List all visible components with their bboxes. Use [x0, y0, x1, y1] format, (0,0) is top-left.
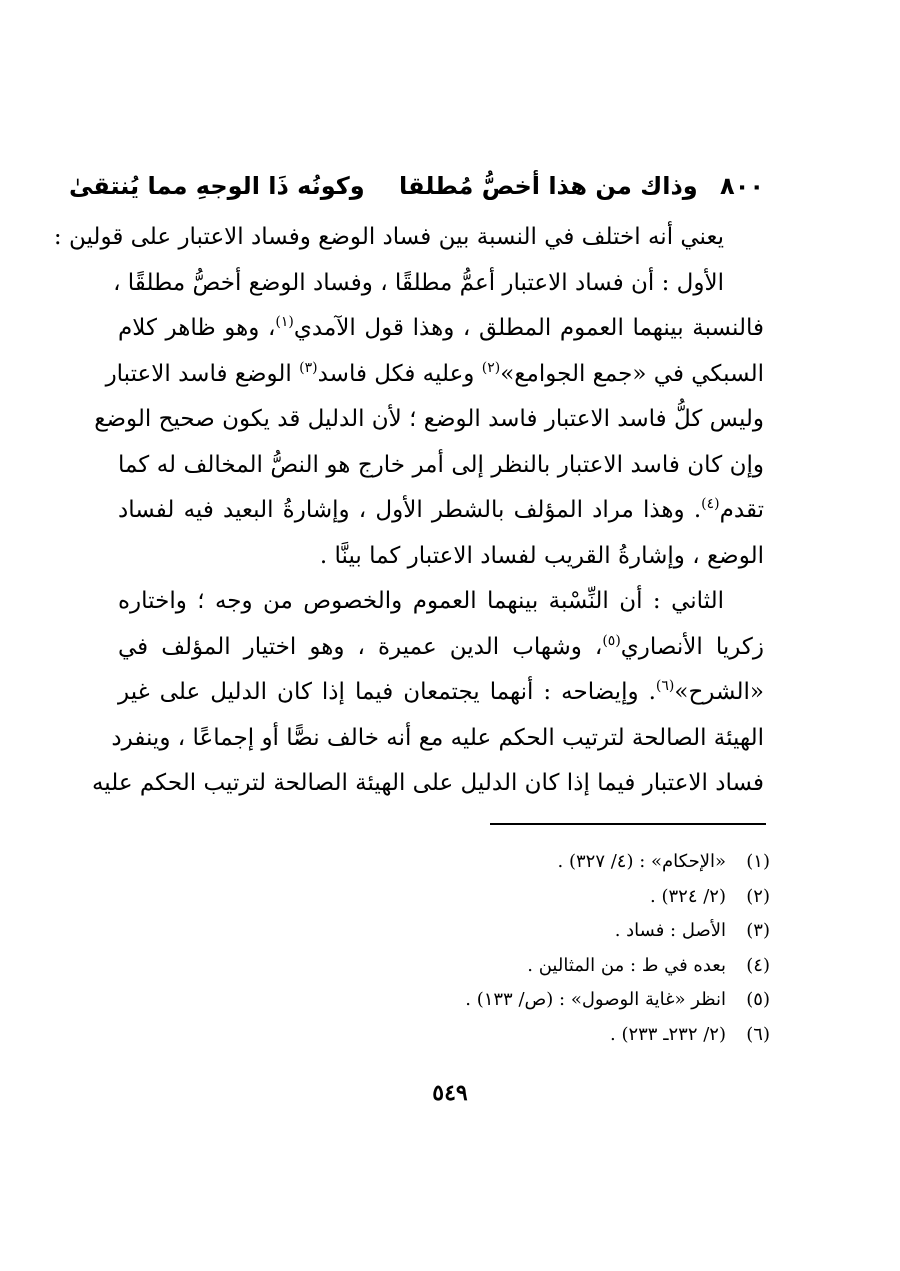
- footnote-marker[interactable]: (١): [275, 314, 294, 330]
- line-text: يعني أنه اختلف في النسبة بين فساد الوضع وفساد الاعتبار على قولين :: [53, 224, 724, 250]
- commentary-line: [118, 670, 764, 716]
- commentary-line: [94, 397, 764, 443]
- footnote-marker[interactable]: (٥): [602, 632, 621, 649]
- footnote-number: (٣): [746, 920, 770, 941]
- line-text: «الشرح»: [674, 679, 764, 705]
- footnote-text: (٢/ ٣٢٤) .: [650, 885, 726, 907]
- footnote-text: (٢/ ٢٣٢ـ ٢٣٣) .: [610, 1023, 726, 1045]
- footnote-number: (٢): [746, 885, 770, 907]
- line-text: . وهذا مراد المؤلف بالشطر الأول ، وإشارةُ البعيد فيه لفساد: [118, 497, 702, 523]
- line-text: السبكي في «جمع الجوامع»: [500, 360, 764, 387]
- verse-line: [68, 166, 764, 206]
- footnote-marker[interactable]: (٤): [701, 496, 720, 512]
- verse-number: ٨٠٠: [720, 172, 764, 200]
- line-text: . وإيضاحه : أنهما يجتمعان فيما إذا كان الدليل على غير: [118, 679, 656, 705]
- line-text: تقدم: [719, 497, 764, 523]
- commentary-line: [105, 352, 764, 398]
- commentary-line: [111, 716, 764, 762]
- line-text: الأول : أن فساد الاعتبار أعمُّ مطلقًا ، وفساد الوضع أخصُّ مطلقًا ،: [113, 269, 724, 296]
- commentary-line: [118, 625, 764, 671]
- footnote-number: (٦): [746, 1023, 770, 1045]
- verse-second-hemistich: وكونُه ذَا الوجهِ مما يُنتقىٰ: [68, 172, 365, 200]
- footnote-separator: [490, 823, 766, 825]
- line-text: وعليه فكل فاسد: [317, 360, 482, 387]
- footnote-marker[interactable]: (٦): [655, 678, 675, 694]
- footnote-item: [300, 880, 770, 915]
- footnote-marker[interactable]: (٢): [481, 359, 501, 376]
- verse-first-hemistich: وذاك من هذا أخصُّ مُطلقا: [399, 172, 698, 200]
- line-text: الوضع ، وإشارةُ القريب لفساد الاعتبار كما بينَّا .: [319, 542, 764, 569]
- footnote-number: (٥): [746, 989, 770, 1010]
- footnotes: [300, 845, 770, 1052]
- footnote-text: الأصل : فساد .: [614, 920, 726, 941]
- footnote-text: «الإحكام» : (٤/ ٣٢٧) .: [557, 851, 726, 872]
- footnote-text: انظر «غاية الوصول» : (ص/ ١٣٣) .: [465, 989, 726, 1010]
- footnote-item: [300, 845, 770, 880]
- page-number: ٥٤٩: [432, 1080, 468, 1106]
- line-text: الثاني : أن النِّسْبة بينهما العموم والخصوص من وجه ؛ واختاره: [118, 588, 724, 614]
- commentary-line: [113, 261, 764, 307]
- line-text: زكريا الأنصاري: [620, 633, 764, 660]
- commentary-line: [91, 761, 764, 807]
- line-text: فالنسبة بينهما العموم المطلق ، وهذا قول الآمدي: [293, 315, 764, 341]
- commentary-line: [118, 488, 764, 534]
- footnote-item: [300, 983, 770, 1018]
- line-text: فساد الاعتبار فيما إذا كان الدليل على الهيئة الصالحة لترتيب الحكم عليه: [91, 770, 764, 796]
- commentary-line: [118, 306, 764, 352]
- footnote-marker[interactable]: (٣): [299, 359, 318, 376]
- footnote-item: [300, 914, 770, 949]
- footnote-text: بعده في ط : من المثالين .: [527, 954, 726, 976]
- line-text: الهيئة الصالحة لترتيب الحكم عليه مع أنه خالف نصًّا أو إجماعًا ، وينفرد: [111, 724, 764, 751]
- footnote-number: (٤): [746, 954, 770, 976]
- line-text: ، وشهاب الدين عميرة ، وهو اختيار المؤلف في: [118, 633, 603, 660]
- line-text: الوضع فاسد الاعتبار: [105, 360, 300, 387]
- line-text: ، وهو ظاهر كلام: [118, 315, 276, 341]
- commentary-line: [118, 534, 764, 580]
- line-text: وإن كان فاسد الاعتبار بالنظر إلى أمر خارج هو النصُّ المخالف له كما: [118, 451, 764, 478]
- commentary-line: [53, 215, 764, 261]
- footnote-item: [300, 1018, 770, 1053]
- commentary-line: [118, 579, 764, 625]
- line-text: وليس كلُّ فاسد الاعتبار فاسد الوضع ؛ لأن الدليل قد يكون صحيح الوضع: [94, 406, 764, 432]
- footnote-item: [300, 949, 770, 984]
- footnote-number: (١): [746, 851, 770, 872]
- commentary-line: [118, 443, 764, 489]
- commentary-text: [53, 215, 764, 807]
